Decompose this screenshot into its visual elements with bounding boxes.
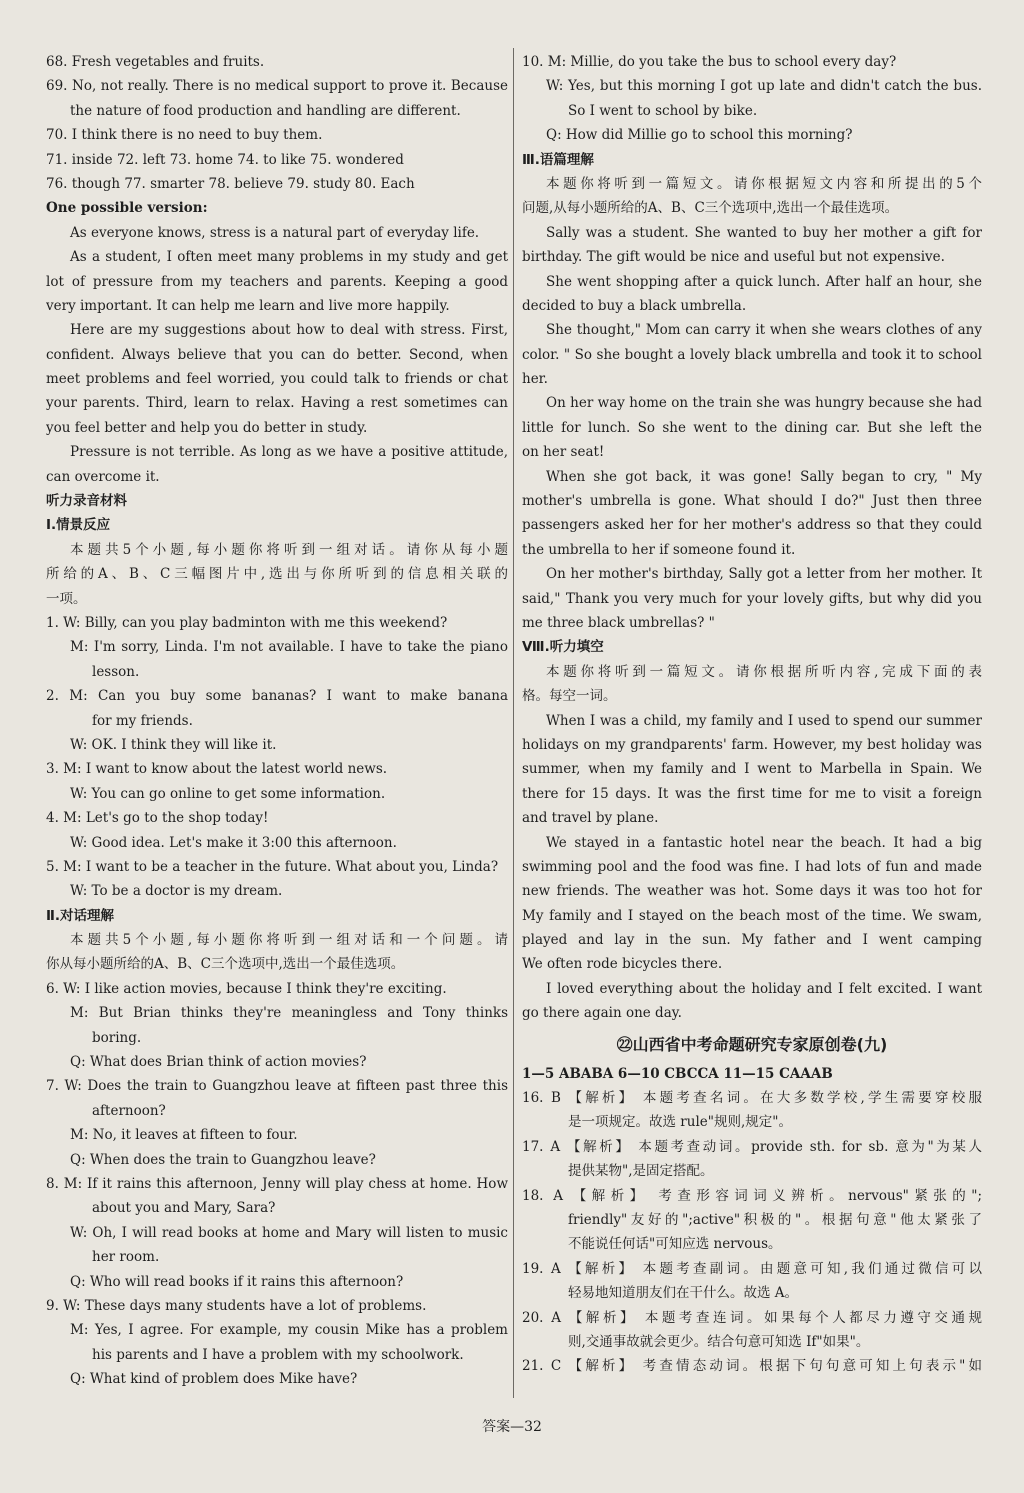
text-line: 8. M: If it rains this afternoon, Jenny will play chess at home. How <box>46 1175 508 1192</box>
text-line: his parents and I have a problem with my schoolwork. <box>92 1346 464 1363</box>
text-line: M: Yes, I agree. For example, my cousin Mike has a problem <box>70 1322 508 1339</box>
text-line: Q: What does Brian think of action movies? <box>70 1054 367 1071</box>
text-line: W: To be a doctor is my dream. <box>70 883 283 900</box>
text-line: summer, when my family and I went to Marbella in Spain. We <box>522 761 982 778</box>
text-line: 1. W: Billy, can you play badminton with me this weekend? <box>46 614 448 631</box>
text-line: W: You can go online to get some information. <box>70 785 386 802</box>
text-line: your parents. Third, learn to relax. Having a rest sometimes can <box>46 395 508 412</box>
text-line: Sally was a student. She wanted to buy her mother a gift for <box>546 224 982 241</box>
text-line: 69. No, not really. There is no medical support to prove it. Because <box>46 78 508 95</box>
text-line: 18. A 【解析】 考查形容词词义辨析。nervous"紧张的"; <box>522 1187 982 1204</box>
text-line: me three black umbrellas? " <box>522 614 715 631</box>
text-line: 19. A 【解析】 本题考查副词。由题意可知,我们通过微信可以 <box>522 1260 982 1277</box>
text-line: 格。每空一词。 <box>522 688 617 705</box>
text-line: lesson. <box>92 663 140 680</box>
text-line: Q: How did Millie go to school this morning? <box>546 127 853 144</box>
text-line: M: I'm sorry, Linda. I'm not available. I have to take the piano <box>70 639 508 656</box>
text-line: On her way home on the train she was hungry because she had <box>546 395 982 412</box>
text-line: her room. <box>92 1249 160 1266</box>
text-line: 所给的A、B、C三幅图片中,选出与你所听到的信息相关联的 <box>46 566 508 583</box>
text-line: 提供某物",是固定搭配。 <box>568 1163 714 1180</box>
text-line: 7. W: Does the train to Guangzhou leave at fifteen past three this <box>46 1078 508 1095</box>
text-line: go there again one day. <box>522 1005 682 1022</box>
text-line: birthday. The gift would be nice and useful but not expensive. <box>522 249 945 266</box>
text-line: 5. M: I want to be a teacher in the future. What about you, Linda? <box>46 858 499 875</box>
text-line: 20. A 【解析】 本题考查连词。如果每个人都尽力遵守交通规 <box>522 1309 982 1326</box>
text-line: When I was a child, my family and I used to spend our summer <box>546 712 982 729</box>
text-line: One possible version: <box>46 200 208 217</box>
text-line: mother's umbrella is gone. What should I do?" Just then three <box>522 493 982 510</box>
text-line: for my friends. <box>92 712 193 729</box>
text-line: very important. It can help me learn and live more happily. <box>46 297 450 314</box>
text-line: 本题共5个小题,每小题你将听到一组对话。请你从每小题 <box>70 541 508 558</box>
text-line: afternoon? <box>92 1102 166 1119</box>
text-line: So I went to school by bike. <box>568 102 758 119</box>
text-line: On her mother's birthday, Sally got a letter from her mother. It <box>546 566 982 583</box>
text-line: W: Good idea. Let's make it 3:00 this afternoon. <box>70 834 397 851</box>
page-footer: 答案—32 <box>482 1419 542 1435</box>
text-line: can overcome it. <box>46 468 160 485</box>
left-column <box>46 50 508 1391</box>
text-line: 本题你将听到一篇短文。请你根据短文内容和所提出的5个 <box>546 175 982 192</box>
text-line: M: But Brian thinks they're meaningless and Tony thinks <box>70 1005 508 1022</box>
text-line: holidays on my grandparents' farm. However, my best holiday was <box>522 736 982 753</box>
text-line: 2. M: Can you buy some bananas? I want to make banana <box>46 688 508 705</box>
text-line: on her seat! <box>522 444 605 461</box>
text-line: meet problems and feel worried, you could talk to friends or chat <box>46 371 508 388</box>
text-line: you feel better and help you do better in study. <box>46 419 368 436</box>
text-line: W: Yes, but this morning I got up late and didn't catch the bus. <box>546 78 982 95</box>
column-divider <box>513 48 514 1398</box>
text-line: said," Thank you very much for your lovely gifts, but why did you <box>522 590 982 607</box>
text-line: W: OK. I think they will like it. <box>70 736 277 753</box>
text-line: 一项。 <box>46 590 87 607</box>
text-line: 本题共5个小题,每小题你将听到一组对话和一个问题。请 <box>70 932 508 949</box>
text-line: When she got back, it was gone! Sally began to cry, " My <box>546 468 982 485</box>
text-line: Q: What kind of problem does Mike have? <box>70 1371 358 1388</box>
text-line: Ⅰ.情景反应 <box>46 517 111 534</box>
text-line: 76. though 77. smarter 78. believe 79. study 80. Each <box>46 175 415 192</box>
text-line: Q: When does the train to Guangzhou leave? <box>70 1151 376 1168</box>
text-line: there for 15 days. It was the first time for me to visit a foreign <box>522 785 982 802</box>
text-line: swimming pool and the food was fine. I had lots of fun and made <box>522 858 982 875</box>
text-line: I loved everything about the holiday and I felt excited. I want <box>546 980 982 997</box>
text-line: We often rode bicycles there. <box>522 956 723 973</box>
text-line: Pressure is not terrible. As long as we have a positive attitude, <box>70 444 508 461</box>
text-line: decided to buy a black umbrella. <box>522 297 747 314</box>
text-line: friendly"友好的";active"积极的"。根据句意"他太紧张了 <box>568 1211 982 1228</box>
text-line: passengers asked her for her mother's address so that they could <box>522 517 982 534</box>
text-line: We stayed in a fantastic hotel near the beach. It had a big <box>546 834 982 851</box>
text-line: She went shopping after a quick lunch. After half an hour, she <box>546 273 982 290</box>
text-line: 9. W: These days many students have a lot of problems. <box>46 1297 427 1314</box>
text-line: 本题你将听到一篇短文。请你根据所听内容,完成下面的表 <box>546 663 982 680</box>
text-line: lot of pressure from my teachers and parents. Keeping a good <box>46 273 508 290</box>
text-line: M: No, it leaves at fifteen to four. <box>70 1127 298 1144</box>
text-line: Here are my suggestions about how to deal with stress. First, <box>70 322 508 339</box>
section-title: ㉒山西省中考命题研究专家原创卷(九) <box>616 1034 888 1054</box>
text-line: the umbrella to her if someone found it. <box>522 541 796 558</box>
text-line: and travel by plane. <box>522 810 659 827</box>
text-line: 21. C 【解析】 考查情态动词。根据下句句意可知上句表示"如 <box>522 1358 982 1375</box>
text-line: My family and I stayed on the beach most of the time. We swam, <box>522 907 982 924</box>
text-line: 则,交通事故就会更少。结合句意可知选 If"如果"。 <box>568 1333 870 1350</box>
text-line: 68. Fresh vegetables and fruits. <box>46 54 265 70</box>
text-line: Ⅷ.听力填空 <box>522 639 604 656</box>
text-line: 4. M: Let's go to the shop today! <box>46 810 269 827</box>
text-line: As everyone knows, stress is a natural part of everyday life. <box>70 224 480 241</box>
text-line: confident. Always believe that you can do better. Second, when <box>46 346 508 363</box>
text-line: played and lay in the sun. My father and I went camping <box>522 932 982 949</box>
text-line: She thought," Mom can carry it when she wears clothes of any <box>546 322 982 339</box>
answer-key <box>522 1062 982 1379</box>
text-line: color. " So she bought a lovely black umbrella and took it to school <box>522 346 982 363</box>
text-line: 16. B 【解析】 本题考查名词。在大多数学校,学生需要穿校服 <box>522 1090 982 1107</box>
text-line: W: Oh, I will read books at home and Mary will listen to music <box>70 1224 508 1241</box>
text-line: Ⅲ.语篇理解 <box>522 151 594 168</box>
text-line: 轻易地知道朋友们在干什么。故选 A。 <box>568 1285 799 1302</box>
text-line: the nature of food production and handling are different. <box>70 102 461 119</box>
text-line: 是一项规定。故选 rule"规则,规定"。 <box>568 1114 792 1131</box>
text-line: 问题,从每小题所给的A、B、C三个选项中,选出一个最佳选项。 <box>522 200 899 217</box>
text-line: As a student, I often meet many problems in my study and get <box>70 249 508 266</box>
text-line: new friends. The weather was hot. Some days it was too hot for <box>522 883 982 900</box>
text-line: 1—5 ABABA 6—10 CBCCA 11—15 CAAAB <box>522 1065 833 1082</box>
text-line: 10. M: Millie, do you take the bus to school every day? <box>522 54 897 70</box>
text-line: 70. I think there is no need to buy them. <box>46 127 323 144</box>
text-line: 17. A 【解析】 本题考查动词。provide sth. for sb. 意为"为某人 <box>522 1138 982 1155</box>
text-line: about you and Mary, Sara? <box>92 1200 276 1217</box>
right-column <box>522 50 982 1379</box>
text-line: 3. M: I want to know about the latest world news. <box>46 761 388 778</box>
text-line: Ⅱ.对话理解 <box>46 907 115 924</box>
text-line: her. <box>522 371 548 388</box>
listening-transcript-continued <box>522 50 982 1026</box>
text-line: 71. inside 72. left 73. home 74. to like 75. wondered <box>46 151 404 168</box>
text-line: 你从每小题所给的A、B、C三个选项中,选出一个最佳选项。 <box>46 956 405 973</box>
text-line: 6. W: I like action movies, because I think they're exciting. <box>46 980 447 997</box>
text-line: 不能说任何话"可知应选 nervous。 <box>568 1236 782 1253</box>
text-line: little for lunch. So she went to the dining car. But she left the <box>522 419 982 436</box>
text-line: Q: Who will read books if it rains this afternoon? <box>70 1273 404 1290</box>
text-line: boring. <box>92 1029 142 1046</box>
text-line: 听力录音材料 <box>46 493 127 510</box>
